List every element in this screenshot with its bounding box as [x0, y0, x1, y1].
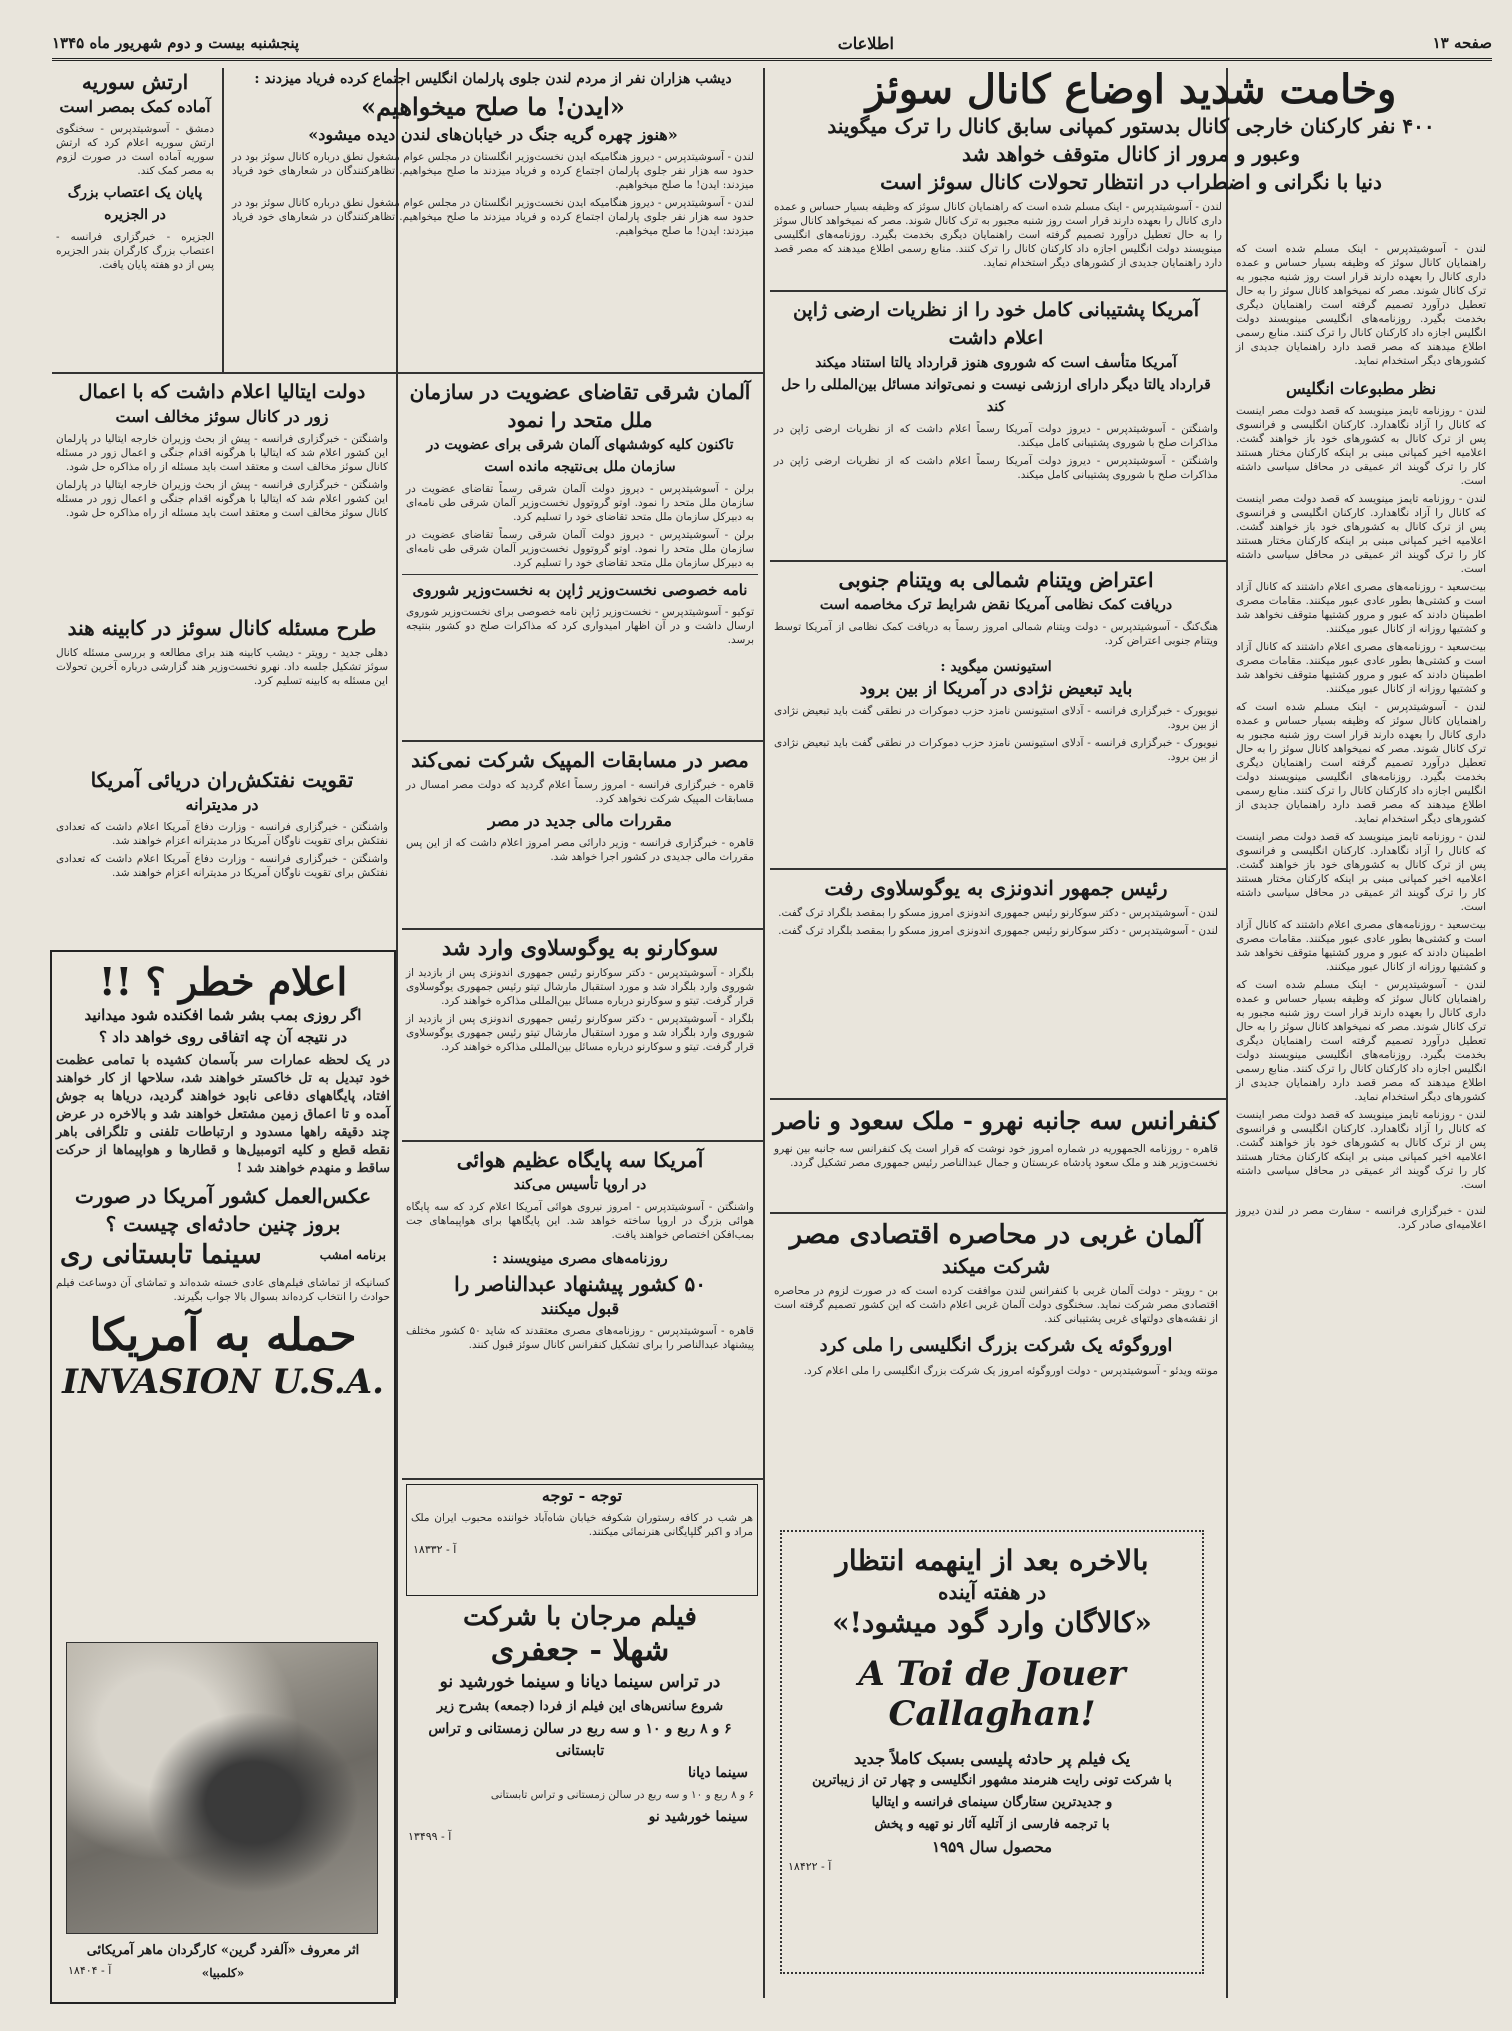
italy-sub: زور در کانال سوئز مخالف است — [115, 407, 329, 426]
stevenson-body2: نیویورک - خبرگزاری فرانسه - آدلای استیونسن نامزد حزب دموکرات در نطقی گفت باید تبعیض نژادی از بین برود. — [774, 737, 1218, 763]
marjan-stars: شهلا - جعفری — [490, 1633, 670, 1668]
olympics-story — [402, 746, 758, 926]
callaghan-tag: یک فیلم پر حادثه پلیسی بسبک کاملاً جدید — [853, 1749, 1131, 1768]
egermany-sub: ملل متحد را نمود — [507, 408, 653, 432]
main-story-column — [1232, 238, 1490, 1998]
main-body2b: لندن - روزنامه تایمز مینویسد که قصد دولت مصر اینست که کانال را آزاد نگاهدارد. کارکنان انگلیسی و فرانسوی پس از ترک کانال به کشورهای خود باز خواهند گشت. اعلامیه اخیر کمپانی مبنی بر اینکه کارکنان مختار هستند کار را ترک گویند اثر عمیقی در محافل سیاسی داشته است. — [1236, 493, 1486, 575]
vietnam-sub: دریافت کمک نظامی آمریکا نقض شرایط ترک مخاصمه است — [819, 597, 1173, 613]
press-subhead: نظر مطبوعات انگلیس — [1285, 379, 1437, 398]
egermany-body2: برلن - آسوشیتدپرس - دیروز دولت آلمان شرقی رسماً تقاضای عضویت در سازمان ملل متحد را نمود. اوتو گروتوول نخست‌وزیر آلمان شرقی طی نامه‌ای به دبیرکل سازمان ملل متحد تقاضای خود را تسلیم کرد. — [406, 529, 754, 569]
marjan-film-ad — [402, 1600, 758, 2000]
strike-headline2: در الجزیره — [104, 207, 166, 223]
indonesia-headline: رئیس جمهور اندونزی به یوگوسلاوی رفت — [824, 876, 1168, 900]
syria-body: دمشق - آسوشیتدپرس - سخنگوی ارتش سوریه اعلام کرد که ارتش سوریه آماده است در صورت لزوم به مصر کمک کند. — [56, 123, 214, 177]
vietnam-body: هنگ‌کنگ - آسوشیتدپرس - دولت ویتنام شمالی امروز رسماً به دریافت کمک نظامی از آمریکا توسط ویتنام جنوبی اعتراض کرد. — [774, 621, 1218, 647]
indonesia-story — [770, 874, 1222, 1024]
callaghan-title-fr: A Toi de Jouer Callaghan! — [858, 1654, 1126, 1734]
fifty-countries-body: قاهره - آسوشیتدپرس - روزنامه‌های مصری معتقدند که شاید ۵۰ کشور مختلف پیشنهاد عبدالناصر را برای تشکیل کنفرانس کانال سوئز قبول کنند. — [406, 1325, 755, 1351]
conference-body: قاهره - روزنامه الجمهوریه در شماره امروز خود نوشت که قرار است یک کنفرانس سه جانبه بین نهرو نخست‌وزیر هند و ملک سعود پادشاه عربستان و جمال عبدالناصر رئیس جمهوری مصر تشکیل گردد. — [774, 1143, 1218, 1169]
warning-cta: عکس‌العمل کشور آمریکا در صورت — [74, 1184, 372, 1208]
film-credit: اثر معروف «آلفرد گرین» کارگردان ماهر آمریکائی — [86, 1943, 360, 1958]
indonesia-body2: لندن - آسوشیتدپرس - دکتر سوکارنو رئیس جمهوری اندونزی امروز مسکو را بمقصد بلگراد ترک گفت. — [778, 925, 1218, 937]
callaghan-cast: با شرکت تونی رایت هنرمند مشهور انگلیسی و چهار تن از زیباترین — [812, 1773, 1172, 1788]
issue-date: پنجشنبه بیست و دوم شهریور ماه ۱۳۴۵ — [52, 34, 300, 52]
main-body2: لندن - روزنامه تایمز مینویسد که قصد دولت مصر اینست که کانال را آزاد نگاهدارد. کارکنان انگلیسی و فرانسوی پس از ترک کانال به کشورهای خود باز خواهند گشت. اعلامیه اخیر کمپانی مبنی بر اینکه کارکنان مختار هستند کار را ترک گویند اثر عمیقی در محافل سیاسی داشته است. — [1236, 405, 1486, 487]
strike-headline: پایان یک اعتصاب بزرگ — [67, 185, 203, 201]
warning-headline: اعلام خطر ؟ !! — [98, 959, 348, 1004]
japan-body: واشنگتن - آسوشیتدپرس - دیروز دولت آمریکا رسماً اعلام داشت که از نظریات ارضی ژاپن در مذاکرات صلح با شوروی پشتیبانی کامل میکند. — [774, 423, 1218, 449]
airbase-headline: آمریکا سه پایگاه عظیم هوائی — [456, 1148, 704, 1172]
italy-body2: واشنگتن - خبرگزاری فرانسه - پیش از بحث وزیران خارجه ایتالیا در پارلمان این کشور اعلام شد که ایتالیا با هرگونه اقدام جنگی و اعمال زور در مسئله کانال سوئز مخالف است و معتقد است باید مسئله از راه مذاکره حل شود. — [56, 479, 388, 519]
east-germany-story — [402, 378, 758, 748]
tankers-headline: تقویت نفتکش‌ران دریائی آمریکا — [90, 768, 354, 792]
west-germany-story — [770, 1218, 1222, 1478]
marjan-cinema1: سینما دیانا — [688, 1765, 748, 1781]
wgermany-headline: آلمان غربی در محاصره اقتصادی مصر — [789, 1220, 1203, 1250]
egermany-sub2: تاکنون کلیه کوششهای آلمان شرقی برای عضویت در سازمان ملل بی‌نتیجه مانده است — [426, 437, 734, 475]
main-body3g: لندن - روزنامه تایمز مینویسد که قصد دولت مصر اینست که کانال را آزاد نگاهدارد. کارکنان انگلیسی و فرانسوی پس از ترک کانال به کشورهای خود باز خواهند گشت. اعلامیه اخیر کمپانی مبنی بر اینکه کارکنان مختار هستند کار را ترک گویند اثر عمیقی در محافل سیاسی داشته است. — [1236, 1109, 1486, 1191]
egermany-headline: آلمان شرقی تقاضای عضویت در سازمان — [409, 380, 751, 404]
india-body: دهلی جدید - رویتر - دیشب کابینه هند برای مطالعه و بررسی مسئله کانال سوئز تشکیل جلسه داد. نهرو نخست‌وزیر هند گزارشی درباره آخرین تحولات این مسئله به کابینه تسلیم کرد. — [56, 647, 388, 687]
film-studio: «کلمبیا» — [201, 1966, 245, 1980]
marjan-cinema2: سینما خورشید نو — [648, 1809, 748, 1825]
olympics-body: قاهره - خبرگزاری فرانسه - امروز رسماً اعلام گردید که دولت مصر امسال در مسابقات المپیک شرکت نخواهد کرد. — [406, 779, 754, 805]
main-body3c: لندن - آسوشیتدپرس - اینک مسلم شده است که راهنمایان کانال سوئز که وظیفه بسیار حساس و عمده داری کانال را بعهده دارند قرار است روز شنبه مجبور به ترک کانال شوند. مصر که نمیخواهد کانال سوئز را به حال تعطیل درآورد تصمیم گرفته است راهنمایان دیگری بخدمت بگیرد. روزنامه‌های انگلیسی مینویسند دولت انگلیس اجازه داد کارکنان کانال را ترک کنند. منابع رسمی اطلاع میدهند که مصر قصد دارد راهنمایان جدیدی از کشورهای دیگر استخدام نماید. — [1236, 701, 1486, 825]
strike-body: الجزیره - خبرگزاری فرانسه - اعتصاب بزرگ کارگران بندر الجزیره پس از دو هفته پایان یافت. — [56, 231, 214, 271]
main-signoff: لندن - خبرگزاری فرانسه - سفارت مصر در لندن دیروز اعلامیه‌ای صادر کرد. — [1236, 1205, 1486, 1231]
marjan-headline: فیلم مرجان با شرکت — [463, 1602, 697, 1632]
notice-code: آ - ۱۸۳۳۲ — [413, 1543, 457, 1556]
italy-headline: دولت ایتالیا اعلام داشت که با اعمال — [78, 381, 366, 403]
main-headline: وخامت شدید اوضاع کانال سوئز — [865, 68, 1397, 113]
sukarno-body2: بلگراد - آسوشیتدپرس - دکتر سوکارنو رئیس جمهوری اندونزی پس از بازدید از شوروی وارد بلگراد شد و مورد استقبال مارشال تیتو رئیس جمهوری یوگوسلاوی قرار گرفت. تیتو و سوکارنو درباره مسائل بین‌المللی مذاکره خواهند کرد. — [406, 1013, 754, 1053]
japan-story — [770, 296, 1222, 558]
film-title-fa: حمله به آمریکا — [89, 1310, 357, 1361]
japan-headline: آمریکا پشتیبانی کامل خود را از نظریات ارضی ژاپن اعلام داشت — [792, 299, 1200, 349]
callaghan-ad — [780, 1530, 1204, 1974]
stevenson-body: نیویورک - خبرگزاری فرانسه - آدلای استیونسن نامزد حزب دموکرات در نطقی گفت باید تبعیض نژادی از بین برود. — [774, 705, 1218, 731]
masthead — [52, 28, 1492, 61]
japan-letter-headline: نامه خصوصی نخست‌وزیر ژاپن به نخست‌وزیر شوروی — [402, 574, 758, 601]
vietnam-story — [770, 566, 1222, 866]
callaghan-code: آ - ۱۸۴۲۲ — [788, 1860, 832, 1873]
wgermany-sub: شرکت میکند — [941, 1254, 1051, 1278]
syria-sub: آماده کمک بمصر است — [59, 97, 211, 116]
london-story — [228, 68, 758, 370]
warning-cta2: بروز چنین حادثه‌ای چیست ؟ — [105, 1212, 341, 1236]
london-body2: لندن - آسوشیتدپرس - دیروز هنگامیکه ایدن نخست‌وزیر انگلستان در مجلس عوام مشغول نطق درباره کانال سوئز بود در حدود سه هزار نفر جلوی پارلمان اجتماع کرده و فریاد میزدند ما صلح میخواهیم. تظاهرکنندگان در شعارهای خود فریاد میزدند: ایدن! ما صلح میخواهیم. — [232, 197, 754, 237]
london-headline: «ایدن! ما صلح میخواهیم» — [361, 92, 625, 121]
callaghan-cast2: و جدیدترین ستارگان سینمای فرانسه و ایتالیا — [871, 1795, 1113, 1810]
japan-body2: واشنگتن - آسوشیتدپرس - دیروز دولت آمریکا رسماً اعلام داشت که از نظریات ارضی ژاپن در مذاکرات صلح با شوروی پشتیبانی کامل میکند. — [774, 455, 1218, 481]
italy-story — [52, 378, 392, 618]
india-story — [52, 614, 392, 764]
japan-sub2: قرارداد یالتا دیگر دارای ارزشی نیست و نمی‌تواند مسائل بین‌المللی را حل کند — [781, 377, 1211, 415]
tankers-sub: در مدیترانه — [185, 795, 259, 814]
marjan-sched: ۶ و ۸ ربع و ۱۰ و سه ربع در سالن زمستانی و تراس تابستانی — [428, 1721, 732, 1759]
main-sub1: ۴۰۰ نفر کارکنان خارجی کانال بدستور کمپانی سابق کانال را ترک میگویند — [827, 114, 1435, 138]
airbase-body: واشنگتن - آسوشیتدپرس - امروز نیروی هوائی آمریکا اعلام کرد که سه پایگاه هوائی بزرگ در اروپا ساخته خواهد شد. این پایگاهها برای هواپیماهای جت بمب‌افکن اختصاص خواهند یافت. — [406, 1201, 754, 1241]
uruguay-body: مونته ویدئو - آسوشیتدپرس - دولت اوروگوئه امروز یک شرکت بزرگ انگلیسی را ملی اعلام کرد. — [803, 1365, 1218, 1377]
fifty-countries-headline: ۵۰ کشور پیشنهاد عبدالناصر را — [454, 1272, 706, 1296]
tankers-story — [52, 766, 392, 936]
egermany-body: برلن - آسوشیتدپرس - دیروز دولت آلمان شرقی رسماً تقاضای عضویت در سازمان ملل متحد را نمود. اوتو گروتوول نخست‌وزیر آلمان شرقی طی نامه‌ای به دبیرکل سازمان ملل متحد تقاضای خود را تسلیم کرد. — [406, 483, 754, 523]
notice-headline: توجه - توجه — [541, 1486, 623, 1505]
uruguay-headline: اوروگوئه یک شرکت بزرگ انگلیسی را ملی کرد — [819, 1335, 1173, 1356]
marjan-code: آ - ۱۳۴۹۹ — [408, 1830, 452, 1843]
film-code: آ - ۱۸۴۰۴ — [68, 1964, 112, 1977]
finance-headline: مقررات مالی جدید در مصر — [488, 811, 672, 830]
sukarno-headline: سوکارنو به یوگوسلاوی وارد شد — [441, 935, 719, 960]
main-body3b: بیت‌سعید - روزنامه‌های مصری اعلام داشتند که کانال آزاد است و کشتی‌ها بطور عادی عبور میکنند. مقامات مصری اطمینان دادند که عبور و مرور کشتیها متوقف نخواهد شد و کشتیها روزانه از کانال عبور میکنند. — [1236, 641, 1486, 695]
syria-headline: ارتش سوریه — [81, 70, 189, 94]
paper-name: اطلاعات — [837, 33, 894, 53]
invasion-ad — [50, 950, 396, 2004]
conference-story — [770, 1104, 1222, 1214]
wgermany-body: بن - رویتر - دولت آلمان غربی با کنفرانس لندن موافقت کرده است که در صورت لزوم در محاصره اقتصادی مصر شرکت نماید. سخنگوی دولت آلمان غربی اعلام داشت که این کشور تصمیم گرفته است از نقشه‌های دولتهای غربی پشتیبانی کند. — [774, 1285, 1218, 1325]
main-body-top: لندن - آسوشیتدپرس - اینک مسلم شده است که راهنمایان کانال سوئز که وظیفه بسیار حساس و عمده داری کانال را بعهده دارند قرار است روز شنبه مجبور به ترک کانال شوند. مصر که نمیخواهد کانال سوئز را به حال تعطیل درآورد تصمیم گرفته است راهنمایان دیگری بخدمت بگیرد. روزنامه‌های انگلیسی مینویسند دولت انگلیس اجازه داد کارکنان کانال را ترک کنند. منابع رسمی اطلاع میدهند که مصر قصد دارد راهنمایان جدیدی از کشورهای دیگر استخدام نماید. — [774, 201, 1222, 269]
notice-body: هر شب در کافه رستوران شکوفه خیابان شاه‌آباد خواننده محبوب ایران ملک مراد و اکبر گلپایگانی هنرنمائی میکنند. — [411, 1512, 753, 1538]
london-sub: «هنوز چهره گریه جنگ در خیابان‌های لندن دیده میشود» — [308, 125, 678, 144]
main-body: لندن - آسوشیتدپرس - اینک مسلم شده است که راهنمایان کانال سوئز که وظیفه بسیار حساس و عمده داری کانال را بعهده دارند قرار است روز شنبه مجبور به ترک کانال شوند. مصر که نمیخواهد کانال سوئز را به حال تعطیل درآورد تصمیم گرفته است راهنمایان دیگری بخدمت بگیرد. روزنامه‌های انگلیسی مینویسند دولت انگلیس اجازه داد کارکنان کانال را ترک کنند. منابع رسمی اطلاع میدهند که مصر قصد دارد راهنمایان جدیدی از کشورهای دیگر استخدام نماید. — [1236, 243, 1486, 367]
main-body3: بیت‌سعید - روزنامه‌های مصری اعلام داشتند که کانال آزاد است و کشتی‌ها بطور عادی عبور میکنند. مقامات مصری اطمینان دادند که عبور و مرور کشتیها متوقف نخواهد شد و کشتیها روزانه از کانال عبور میکنند. — [1236, 581, 1486, 635]
callaghan-headline: بالاخره بعد از اینهمه انتظار — [835, 1544, 1149, 1577]
cinema-name: سینما تابستانی ری — [60, 1240, 262, 1270]
main-body3d: لندن - روزنامه تایمز مینویسد که قصد دولت مصر اینست که کانال را آزاد نگاهدارد. کارکنان انگلیسی و فرانسوی پس از ترک کانال به کشورهای خود باز خواهند گشت. اعلامیه اخیر کمپانی مبنی بر اینکه کارکنان مختار هستند کار را ترک گویند اثر عمیقی در محافل سیاسی داشته است. — [1236, 831, 1486, 913]
callaghan-sub: در هفته آینده — [937, 1580, 1047, 1604]
callaghan-dub: با ترجمه فارسی از آتلیه آثار نو تهیه و پخش — [874, 1817, 1110, 1832]
sukarno-body: بلگراد - آسوشیتدپرس - دکتر سوکارنو رئیس جمهوری اندونزی پس از بازدید از شوروی وارد بلگراد شد و مورد استقبال مارشال تیتو رئیس جمهوری یوگوسلاوی قرار گرفت. تیتو و سوکارنو درباره مسائل بین‌المللی مذاکره خواهند کرد. — [406, 967, 754, 1007]
india-headline: طرح مسئله کانال سوئز در کابینه هند — [67, 616, 377, 640]
airbase-story — [402, 1146, 758, 1476]
film-still-photo — [66, 1642, 378, 1934]
warning-body: در یک لحظه عمارات سر بآسمان کشیده با تمامی عظمت خود تبدیل به تل خاکستر خواهند شد، سلاحها از کار خواهند افتاد، پایگاههای دفاعی نابود خواهند گردید، دریاها به جوش آمده و تا اعماق زمین مشتعل خواهند شد و بالاخره در عرض چند دقیقه راهها مسدود و ارتباطات تلفنی و تلگرافی باهر نقطه قطع و کلیه اتومبیل‌ها و قطارها و هواپیماها از حرکت ساقط و منهدم خواهند شد ! — [56, 1053, 390, 1176]
fifty-countries-headline2: قبول میکنند — [540, 1299, 620, 1318]
sukarno-story — [402, 934, 758, 1134]
main-body3e: بیت‌سعید - روزنامه‌های مصری اعلام داشتند که کانال آزاد است و کشتی‌ها بطور عادی عبور میکنند. مقامات مصری اطمینان دادند که عبور و مرور کشتیها متوقف نخواهد شد و کشتیها روزانه از کانال عبور میکنند. — [1236, 919, 1486, 973]
japan-letter-body: توکیو - آسوشیتدپرس - نخست‌وزیر ژاپن نامه خصوصی برای نخست‌وزیر شوروی ارسال داشت و در آن اظهار امیدواری کرد که مذاکرات صلح دو کشور بنتیجه برسد. — [406, 606, 754, 646]
syria-story — [52, 68, 218, 370]
italy-body: واشنگتن - خبرگزاری فرانسه - پیش از بحث وزیران خارجه ایتالیا در پارلمان این کشور اعلام شد که ایتالیا با هرگونه اقدام جنگی و اعمال زور در مسئله کانال سوئز مخالف است و معتقد است باید مسئله از راه مذاکره حل شود. — [56, 433, 388, 473]
airbase-sub: در اروپا تأسیس می‌کند — [513, 1177, 647, 1193]
film-title-en: INVASION U.S.A. — [62, 1362, 384, 1402]
marjan-venue: در تراس سینما دیانا و سینما خورشید نو — [439, 1672, 721, 1692]
callaghan-year: محصول سال ۱۹۵۹ — [931, 1838, 1053, 1856]
conference-headline: کنفرانس سه جانبه نهرو - ملک سعود و ناصر — [773, 1106, 1219, 1135]
warning-sub: اگر روزی بمب بشر شما افکنده شود میدانید — [84, 1006, 362, 1024]
main-sub3: دنیا با نگرانی و اضطراب در انتظار تحولات کانال سوئز است — [880, 170, 1382, 194]
japan-sub: آمریکا متأسف است که شوروی هنوز قرارداد یالتا استناد میکند — [815, 355, 1177, 371]
marjan-cinema1-detail: ۶ و ۸ ربع و ۱۰ و سه ربع در سالن زمستانی و تراس تابستانی — [490, 1789, 754, 1801]
indonesia-body: لندن - آسوشیتدپرس - دکتر سوکارنو رئیس جمهوری اندونزی امروز مسکو را بمقصد بلگراد ترک گفت. — [778, 907, 1218, 919]
london-body: لندن - آسوشیتدپرس - دیروز هنگامیکه ایدن نخست‌وزیر انگلستان در مجلس عوام مشغول نطق درباره کانال سوئز بود در حدود سه هزار نفر جلوی پارلمان اجتماع کرده و فریاد میزدند ما صلح میخواهیم. تظاهرکنندگان در شعارهای خود فریاد میزدند: ایدن! ما صلح میخواهیم. — [232, 151, 754, 191]
marjan-times: شروع سانس‌های این فیلم از فردا (جمعه) بشرح زیر — [436, 1699, 724, 1714]
vietnam-headline: اعتراض ویتنام شمالی به ویتنام جنوبی — [838, 568, 1154, 592]
tankers-body2: واشنگتن - خبرگزاری فرانسه - وزارت دفاع آمریکا اعلام داشت که تعدادی نفتکش برای تقویت ناوگان آمریکا در مدیترانه اعزام خواهند شد. — [56, 853, 388, 879]
egypt-press-kicker: روزنامه‌های مصری مینویسند : — [492, 1251, 668, 1267]
page-number: صفحه ۱۳ — [1432, 34, 1492, 52]
program-label: برنامه امشب — [319, 1248, 386, 1262]
finance-body: قاهره - خبرگزاری فرانسه - وزیر دارائی مصر امروز اعلام داشت که از این پس مقررات مالی جدیدی در کشور اجرا خواهد شد. — [406, 837, 754, 863]
stevenson-headline: باید تبعیض نژادی در آمریکا از بین برود — [859, 679, 1133, 699]
warning-sub2: در نتیجه آن چه اتفاقی روی خواهد داد ؟ — [98, 1028, 347, 1046]
stevenson-kicker: استیونسن میگوید : — [940, 659, 1052, 675]
cafe-notice — [406, 1484, 758, 1596]
main-sub2: وعبور و مرور از کانال متوقف خواهد شد — [962, 142, 1300, 166]
tankers-body: واشنگتن - خبرگزاری فرانسه - وزارت دفاع آمریکا اعلام داشت که تعدادی نفتکش برای تقویت ناوگان آمریکا در مدیترانه اعزام خواهند شد. — [56, 821, 388, 847]
olympics-headline: مصر در مسابقات المپیک شرکت نمی‌کند — [411, 748, 749, 772]
cinema-body: کسانیکه از تماشای فیلم‌های عادی خسته شده‌اند و تماشای آن دوساعت فیلم حوادث را انتخاب کرده‌اند بسوال بالا جواب بگیرند. — [56, 1277, 390, 1303]
callaghan-title-fa: «کالاگان وارد گود میشود!» — [832, 1606, 1152, 1639]
london-kicker: دیشب هزاران نفر از مردم لندن جلوی پارلمان انگلیس اجتماع کرده فریاد میزدند : — [254, 71, 732, 87]
main-body3f: لندن - آسوشیتدپرس - اینک مسلم شده است که راهنمایان کانال سوئز که وظیفه بسیار حساس و عمده داری کانال را بعهده دارند قرار است روز شنبه مجبور به ترک کانال شوند. مصر که نمیخواهد کانال سوئز را به حال تعطیل درآورد تصمیم گرفته است راهنمایان دیگری بخدمت بگیرد. روزنامه‌های انگلیسی مینویسند دولت انگلیس اجازه داد کارکنان کانال را ترک کنند. منابع رسمی اطلاع میدهند که مصر قصد دارد راهنمایان جدیدی از کشورهای دیگر استخدام نماید. — [1236, 979, 1486, 1103]
